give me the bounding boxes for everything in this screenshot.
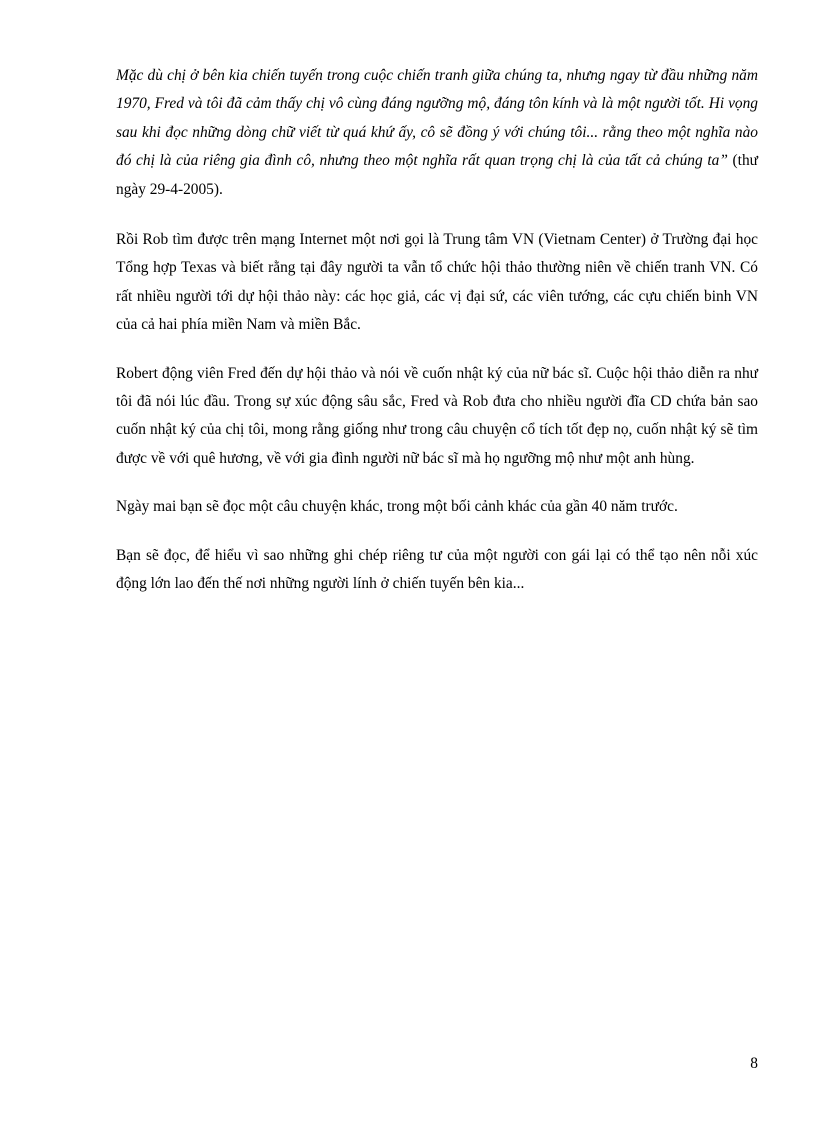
letter-quote-text: Mặc dù chị ở bên kia chiến tuyến trong cuộc chiến tranh giữa chúng ta, nhưng ngay từ đầu những năm 1970, Fred và tôi đã cảm thấy chị vô cùng đáng ngưỡng mộ, đáng tôn kính và là một người tốt. Hi vọng sau khi đọc những dòng chữ viết từ quá khứ ấy, cô sẽ đồng ý với chúng tôi... rằng theo một nghĩa nào đó chị là của riêng gia đình cô, nhưng theo một nghĩa rất quan trọng chị là của tất cả chúng ta” — [116, 67, 758, 170]
paragraph-closing: Bạn sẽ đọc, để hiểu vì sao những ghi chép riêng tư của một người con gái lại có thể tạo nên nỗi xúc động lớn lao đến thế nơi những người lính ở chiến tuyến bên kia... — [116, 546, 758, 593]
page-number: 8 — [750, 1055, 758, 1072]
letter-date-text: (thư ngày 29-4-2005). — [116, 152, 758, 198]
page-body — [116, 62, 758, 619]
paragraph-tomorrow: Ngày mai bạn sẽ đọc một câu chuyện khác, trong một bối cảnh khác của gần 40 năm trước. — [116, 498, 678, 516]
paragraph-vietnam-center: Rồi Rob tìm được trên mạng Internet một nơi gọi là Trung tâm VN (Vietnam Center) ở Trường đại học Tổng hợp Texas và biết rằng tại đây người ta vẫn tổ chức hội thảo thường niên về chiến tranh VN. Có rất nhiều người tới dự hội thảo này: các học giả, các vị đại sứ, các viên tướng, các cựu chiến binh VN của cả hai phía miền Nam và miền Bắc. — [116, 231, 758, 334]
quote-paragraph — [116, 62, 758, 204]
paragraph-conference: Robert động viên Fred đến dự hội thảo và nói về cuốn nhật ký của nữ bác sĩ. Cuộc hội thảo diễn ra như tôi đã nói lúc đầu. Trong sự xúc động sâu sắc, Fred và Rob đưa cho nhiều người đĩa CD chứa bản sao cuốn nhật ký của chị tôi, mong rằng giống như trong câu chuyện cổ tích tốt đẹp nọ, cuốn nhật ký sẽ tìm được về với quê hương, về với gia đình người nữ bác sĩ mà họ ngưỡng mộ như một anh hùng. — [116, 364, 758, 467]
